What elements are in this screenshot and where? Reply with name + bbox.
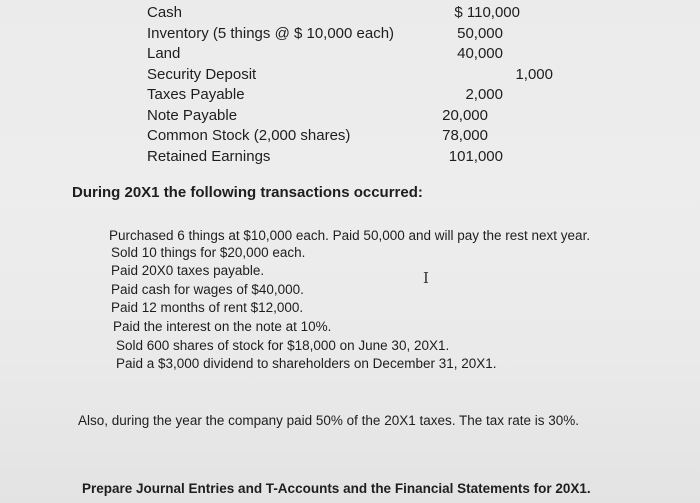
- transaction-item: Purchased 6 things at $10,000 each. Paid 50,000 and will pay the rest next year.: [109, 228, 591, 243]
- account-name-cash: Cash: [147, 4, 183, 21]
- tax-note: Also, during the year the company paid 50% of the 20X1 taxes. The tax rate is 30%.: [78, 413, 580, 428]
- account-name-note-payable: Note Payable: [147, 107, 238, 124]
- transaction-item: Paid cash for wages of $40,000.: [111, 282, 304, 297]
- amount-land: 40,000: [457, 45, 503, 62]
- account-name-security-deposit: Security Deposit: [147, 66, 257, 83]
- text-cursor-icon: I: [423, 269, 429, 287]
- transaction-item: Paid 20X0 taxes payable.: [111, 263, 265, 278]
- account-name-inventory: Inventory (5 things @ $ 10,000 each): [147, 25, 395, 42]
- transaction-item: Sold 600 shares of stock for $18,000 on June 30, 20X1.: [116, 338, 450, 353]
- amount-cash: $ 110,000: [454, 4, 520, 21]
- transaction-item: Sold 10 things for $20,000 each.: [111, 245, 306, 260]
- amount-note-payable: 20,000: [442, 107, 488, 124]
- account-name-retained-earnings: Retained Earnings: [147, 148, 271, 165]
- account-name-land: Land: [147, 45, 181, 62]
- amount-security-deposit: 1,000: [515, 66, 553, 83]
- amount-taxes-payable: 2,000: [465, 86, 503, 103]
- account-name-common-stock: Common Stock (2,000 shares): [147, 127, 351, 144]
- transactions-heading: During 20X1 the following transactions occurred:: [72, 184, 423, 201]
- amount-common-stock: 78,000: [442, 127, 488, 144]
- amount-retained-earnings: 101,000: [448, 148, 503, 165]
- transaction-item: Paid the interest on the note at 10%.: [113, 319, 332, 334]
- amount-inventory: 50,000: [457, 25, 503, 42]
- transaction-item: Paid 12 months of rent $12,000.: [111, 300, 304, 315]
- transaction-item: Paid a $3,000 dividend to shareholders on December 31, 20X1.: [116, 356, 497, 371]
- account-name-taxes-payable: Taxes Payable: [147, 86, 245, 103]
- instruction-text: Prepare Journal Entries and T-Accounts and the Financial Statements for 20X1.: [82, 481, 591, 496]
